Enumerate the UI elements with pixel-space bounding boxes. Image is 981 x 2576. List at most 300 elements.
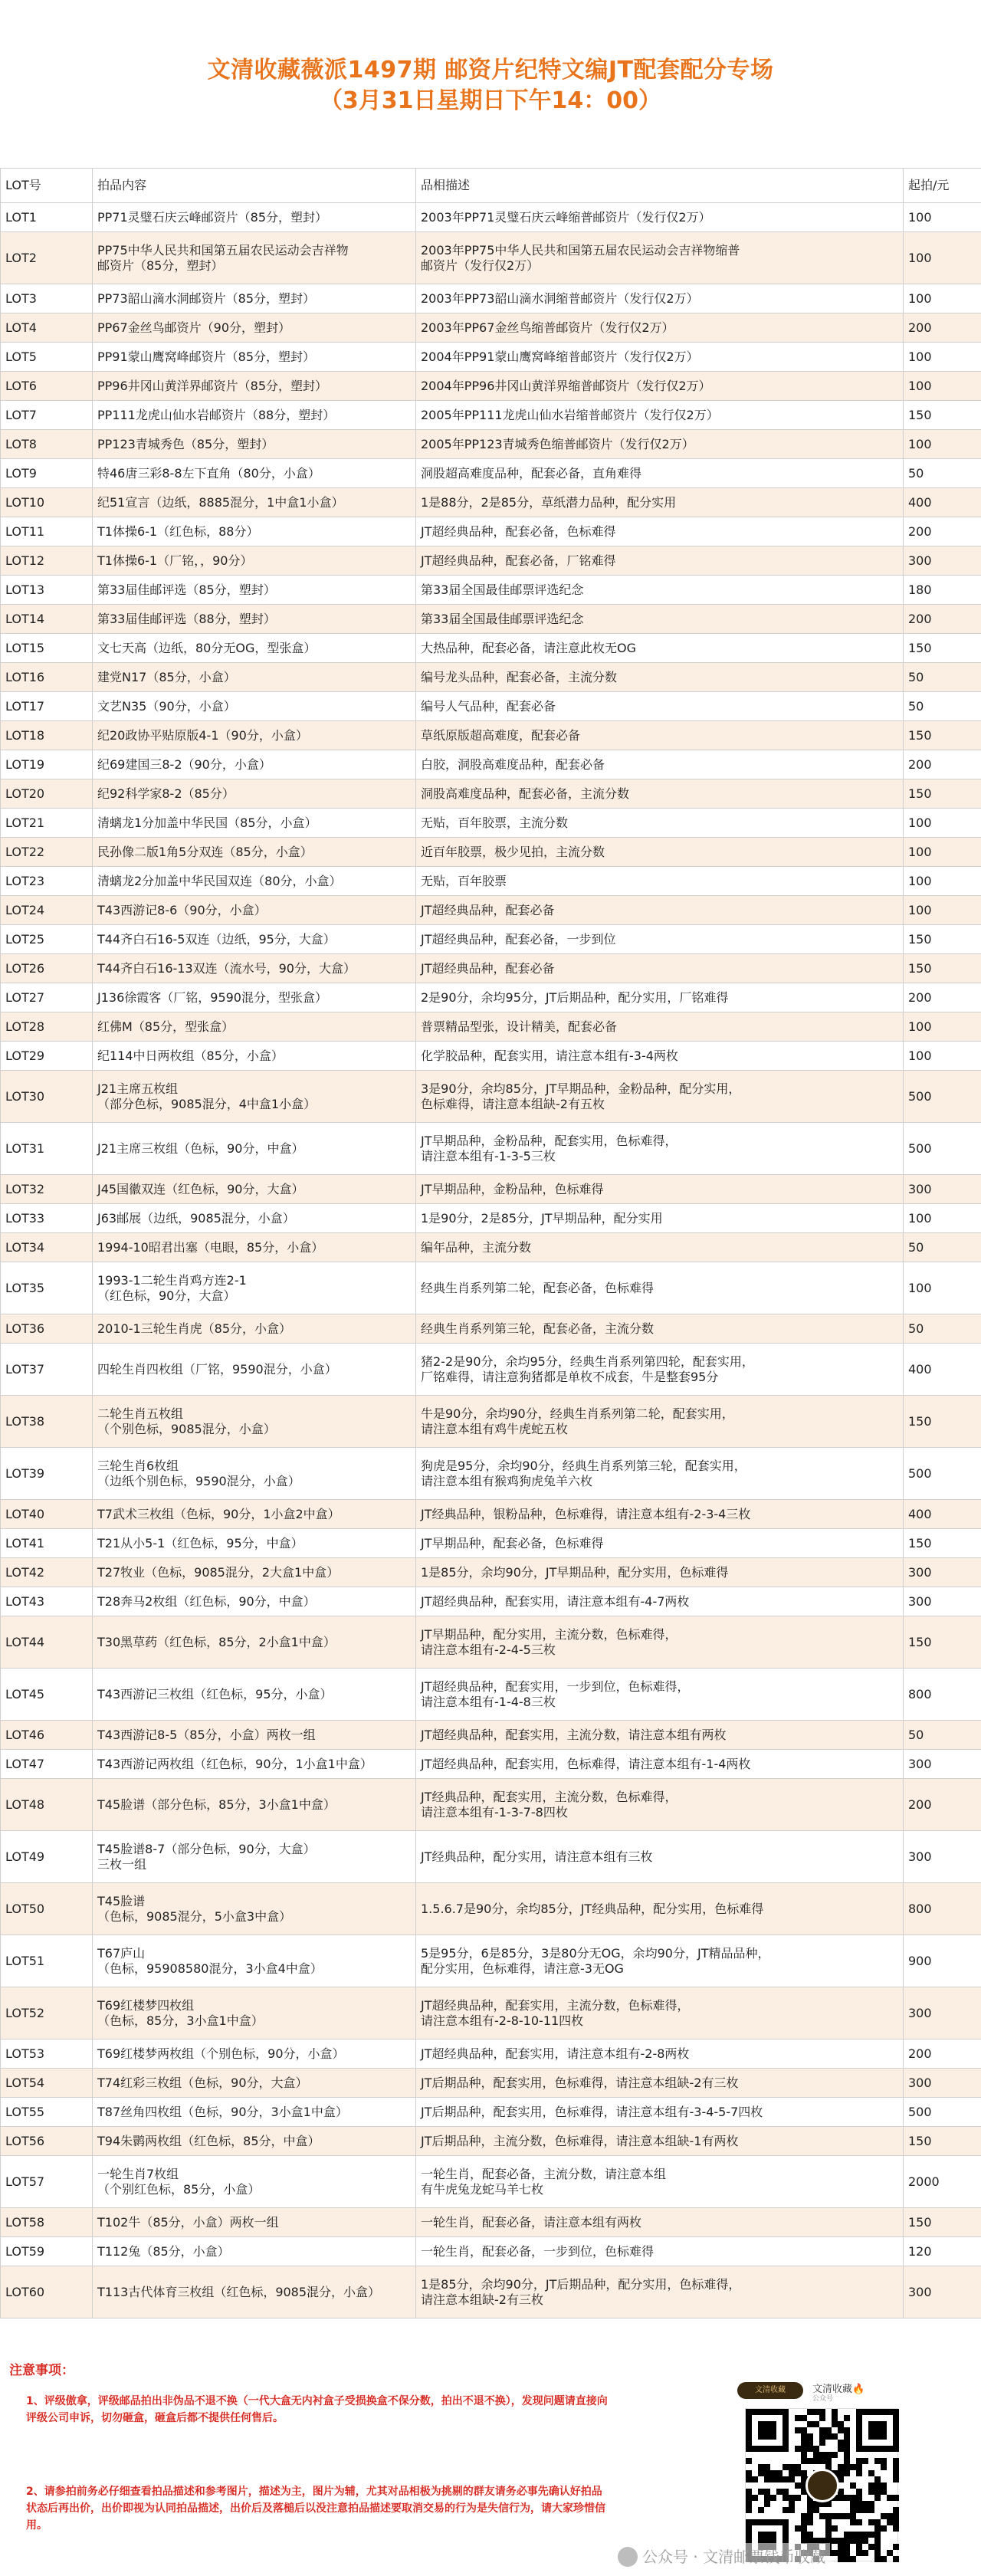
- condition-description: 牛是90分，余均90分，经典生肖系列第二轮，配套实用， 请注意本组有鸡牛虎蛇五枚: [416, 1396, 904, 1448]
- start-price: 150: [904, 954, 981, 983]
- start-price: 500: [904, 1071, 981, 1123]
- table-row: [1, 1558, 981, 1587]
- start-price: 150: [904, 401, 981, 430]
- page-header: [0, 0, 981, 159]
- lot-number: LOT32: [1, 1175, 93, 1204]
- table-row: [1, 925, 981, 954]
- column-header-start-price: 起拍/元: [904, 169, 981, 203]
- item-content: 纪20政协平贴原版4-1（90分，小盒）: [93, 721, 416, 750]
- lot-number: LOT28: [1, 1012, 93, 1042]
- item-content: T27牧业（色标，9085混分，2大盒1中盒）: [93, 1558, 416, 1587]
- lot-number: LOT46: [1, 1721, 93, 1750]
- lot-number: LOT58: [1, 2208, 93, 2237]
- item-content: J63邮展（边纸，9085混分，小盒）: [93, 1204, 416, 1233]
- table-row: [1, 1071, 981, 1123]
- start-price: 50: [904, 663, 981, 692]
- table-row: [1, 663, 981, 692]
- qr-center-logo: [805, 2469, 839, 2502]
- table-row: [1, 1344, 981, 1396]
- lot-number: LOT6: [1, 372, 93, 401]
- table-row: [1, 1204, 981, 1233]
- start-price: 100: [904, 430, 981, 459]
- lot-number: LOT7: [1, 401, 93, 430]
- lot-number: LOT20: [1, 779, 93, 809]
- table-row: [1, 1529, 981, 1558]
- start-price: 100: [904, 809, 981, 838]
- item-content: J136徐霞客（厂铭，9590混分，型张盒）: [93, 983, 416, 1012]
- table-row: [1, 459, 981, 488]
- start-price: 300: [904, 2069, 981, 2098]
- item-content: PP123青城秀色（85分，塑封）: [93, 430, 416, 459]
- lot-number: LOT41: [1, 1529, 93, 1558]
- table-row: [1, 1123, 981, 1175]
- item-content: T112兔（85分，小盒）: [93, 2237, 416, 2266]
- condition-description: 一轮生肖，配套必备，请注意本组有两枚: [416, 2208, 904, 2237]
- lot-number: LOT50: [1, 1883, 93, 1935]
- lot-table-body: [1, 203, 981, 2318]
- condition-description: 1是88分，2是85分，草纸潜力品种，配分实用: [416, 488, 904, 517]
- condition-description: 2003年PP75中华人民共和国第五届农民运动会吉祥物缩普 邮资片（发行仅2万）: [416, 232, 904, 284]
- table-row: [1, 1500, 981, 1529]
- table-row: [1, 867, 981, 896]
- note-item: 2、请参拍前务必仔细查看拍品描述和参考图片，描述为主，图片为辅，尤其对品相极为挑剔的群友请务必事先确认好拍品状态后再出价，出价即视为认同拍品描述，出价后及落槌后以没注意拍品描述要取消交易的行为是失信行为，请大家珍惜信用。: [26, 2486, 605, 2532]
- condition-description: 无贴，百年胶票: [416, 867, 904, 896]
- start-price: 120: [904, 2237, 981, 2266]
- condition-description: JT经典品种，配分实用，请注意本组有三枚: [416, 1831, 904, 1883]
- lot-number: LOT5: [1, 343, 93, 372]
- condition-description: 洞股超高难度品种，配套必备，直角难得: [416, 459, 904, 488]
- condition-description: 猪2-2是90分，余均95分，经典生肖系列第四轮，配套实用， 厂铭难得，请注意狗猪都是单枚不成套，牛是整套95分: [416, 1344, 904, 1396]
- item-content: 纪114中日两枚组（85分，小盒）: [93, 1042, 416, 1071]
- start-price: 200: [904, 605, 981, 634]
- start-price: 100: [904, 1262, 981, 1314]
- table-row: [1, 1669, 981, 1721]
- condition-description: 2003年PP71灵璧石庆云峰缩普邮资片（发行仅2万）: [416, 203, 904, 232]
- lot-number: LOT43: [1, 1587, 93, 1616]
- start-price: 200: [904, 2039, 981, 2069]
- condition-description: 近百年胶票，极少见拍，主流分数: [416, 838, 904, 867]
- start-price: 900: [904, 1935, 981, 1987]
- condition-description: 第33届全国最佳邮票评选纪念: [416, 605, 904, 634]
- lot-number: LOT24: [1, 896, 93, 925]
- start-price: 100: [904, 232, 981, 284]
- item-content: 三轮生肖6枚组 （边纸个别色标，9590混分，小盒）: [93, 1448, 416, 1500]
- lot-number: LOT33: [1, 1204, 93, 1233]
- start-price: 300: [904, 1987, 981, 2039]
- table-row: [1, 546, 981, 576]
- start-price: 100: [904, 1204, 981, 1233]
- condition-description: 经典生肖系列第三轮，配套必备，主流分数: [416, 1314, 904, 1344]
- start-price: 200: [904, 1779, 981, 1831]
- lot-number: LOT15: [1, 634, 93, 663]
- lot-number: LOT60: [1, 2266, 93, 2318]
- item-content: T44齐白石16-5双连（边纸，95分，大盒）: [93, 925, 416, 954]
- lot-number: LOT19: [1, 750, 93, 779]
- lot-number: LOT10: [1, 488, 93, 517]
- table-row: [1, 1987, 981, 2039]
- item-content: 清螭龙2分加盖中华民国双连（80分，小盒）: [93, 867, 416, 896]
- lot-number: LOT44: [1, 1616, 93, 1669]
- watermark: [613, 2543, 830, 2571]
- table-row: [1, 1012, 981, 1042]
- condition-description: JT后期品种，主流分数，色标难得，请注意本组缺-1有两枚: [416, 2127, 904, 2156]
- lot-table: [0, 168, 981, 2318]
- page-subtitle: （3月31日星期日下午14：00）: [319, 87, 662, 114]
- start-price: 100: [904, 343, 981, 372]
- table-row: [1, 2208, 981, 2237]
- lot-number: LOT31: [1, 1123, 93, 1175]
- lot-number: LOT59: [1, 2237, 93, 2266]
- table-row: [1, 1935, 981, 1987]
- condition-description: JT早期品种，金粉品种，配套实用，色标难得， 请注意本组有-1-3-5三枚: [416, 1123, 904, 1175]
- table-row: [1, 954, 981, 983]
- lot-number: LOT35: [1, 1262, 93, 1314]
- table-row: [1, 284, 981, 313]
- table-row: [1, 2098, 981, 2127]
- condition-description: 一轮生肖，配套必备，主流分数，请注意本组 有牛虎兔龙蛇马羊七枚: [416, 2156, 904, 2208]
- table-row: [1, 1233, 981, 1262]
- start-price: 300: [904, 1587, 981, 1616]
- start-price: 50: [904, 459, 981, 488]
- item-content: T30黑草药（红色标，85分，2小盒1中盒）: [93, 1616, 416, 1669]
- condition-description: 2003年PP67金丝鸟缩普邮资片（发行仅2万）: [416, 313, 904, 343]
- table-row: [1, 692, 981, 721]
- lot-number: LOT22: [1, 838, 93, 867]
- item-content: 第33届佳邮评选（85分，塑封）: [93, 576, 416, 605]
- table-row: [1, 232, 981, 284]
- condition-description: 2005年PP111龙虎山仙水岩缩普邮资片（发行仅2万）: [416, 401, 904, 430]
- condition-description: 编年品种，主流分数: [416, 1233, 904, 1262]
- table-row: [1, 809, 981, 838]
- table-row: [1, 983, 981, 1012]
- start-price: 50: [904, 1314, 981, 1344]
- lot-number: LOT17: [1, 692, 93, 721]
- item-content: PP75中华人民共和国第五届农民运动会吉祥物 邮资片（85分，塑封）: [93, 232, 416, 284]
- table-row: [1, 1262, 981, 1314]
- table-row: [1, 313, 981, 343]
- table-row: [1, 343, 981, 372]
- condition-description: JT超经典品种，配套实用，色标难得，请注意本组有-1-4两枚: [416, 1750, 904, 1779]
- start-price: 300: [904, 1175, 981, 1204]
- lot-number: LOT55: [1, 2098, 93, 2127]
- item-content: PP73韶山滴水洞邮资片（85分，塑封）: [93, 284, 416, 313]
- item-content: J45国徽双连（红色标，90分，大盒）: [93, 1175, 416, 1204]
- column-header-condition: 品相描述: [416, 169, 904, 203]
- condition-description: JT超经典品种，配套实用，请注意本组有-4-7两枚: [416, 1587, 904, 1616]
- table-row: [1, 1616, 981, 1669]
- start-price: 150: [904, 1396, 981, 1448]
- condition-description: JT早期品种，配套必备，色标难得: [416, 1529, 904, 1558]
- condition-description: 无贴，百年胶票，主流分数: [416, 809, 904, 838]
- lot-number: LOT51: [1, 1935, 93, 1987]
- lot-number: LOT48: [1, 1779, 93, 1831]
- item-content: 特46唐三彩8-8左下直角（80分，小盒）: [93, 459, 416, 488]
- start-price: 150: [904, 779, 981, 809]
- lot-number: LOT18: [1, 721, 93, 750]
- item-content: 红佛M（85分，型张盒）: [93, 1012, 416, 1042]
- table-row: [1, 2156, 981, 2208]
- item-content: J21主席五枚组 （部分色标，9085混分，4中盒1小盒）: [93, 1071, 416, 1123]
- table-header-row: [1, 169, 981, 203]
- start-price: 50: [904, 1721, 981, 1750]
- item-content: 一轮生肖7枚组 （个别红色标，85分，小盒）: [93, 2156, 416, 2208]
- item-content: T21从小5-1（红色标，95分，中盒）: [93, 1529, 416, 1558]
- item-content: PP71灵璧石庆云峰邮资片（85分，塑封）: [93, 203, 416, 232]
- condition-description: 1.5.6.7是90分，余均85分，JT经典品种，配分实用，色标难得: [416, 1883, 904, 1935]
- start-price: 800: [904, 1669, 981, 1721]
- lot-number: LOT13: [1, 576, 93, 605]
- item-content: 民孙像二版1角5分双连（85分，小盒）: [93, 838, 416, 867]
- lot-number: LOT21: [1, 809, 93, 838]
- table-row: [1, 1042, 981, 1071]
- item-content: 纪51宣言（边纸，8885混分，1中盒1小盒）: [93, 488, 416, 517]
- table-row: [1, 2039, 981, 2069]
- lot-number: LOT52: [1, 1987, 93, 2039]
- table-row: [1, 488, 981, 517]
- account-name: 文清收藏🔥: [812, 2384, 865, 2395]
- item-content: T69红楼梦四枚组 （色标，85分，3小盒1中盒）: [93, 1987, 416, 2039]
- table-row: [1, 1779, 981, 1831]
- lot-number: LOT26: [1, 954, 93, 983]
- brand-logo: 文清收藏: [737, 2382, 803, 2399]
- condition-description: JT超经典品种，配套实用，一步到位，色标难得， 请注意本组有-1-4-8三枚: [416, 1669, 904, 1721]
- page-title: 文清收藏薇派1497期 邮资片纪特文编JT配套配分专场: [207, 57, 774, 84]
- item-content: 清螭龙1分加盖中华民国（85分，小盒）: [93, 809, 416, 838]
- item-content: 文七天高（边纸，80分无OG，型张盒）: [93, 634, 416, 663]
- lot-number: LOT9: [1, 459, 93, 488]
- start-price: 100: [904, 896, 981, 925]
- item-content: T43西游记两枚组（红色标，90分，1小盒1中盒）: [93, 1750, 416, 1779]
- condition-description: JT后期品种，配套实用，色标难得，请注意本组缺-2有三枚: [416, 2069, 904, 2098]
- lot-number: LOT30: [1, 1071, 93, 1123]
- start-price: 200: [904, 750, 981, 779]
- item-content: T45脸谱8-7（部分色标，90分，大盒） 三枚一组: [93, 1831, 416, 1883]
- start-price: 800: [904, 1883, 981, 1935]
- table-row: [1, 2127, 981, 2156]
- item-content: 文艺N35（90分，小盒）: [93, 692, 416, 721]
- item-content: 纪92科学家8-2（85分）: [93, 779, 416, 809]
- item-content: T74红彩三枚组（色标，90分，大盒）: [93, 2069, 416, 2098]
- item-content: T44齐白石16-13双连（流水号，90分，大盒）: [93, 954, 416, 983]
- start-price: 300: [904, 1558, 981, 1587]
- item-content: T43西游记8-6（90分，小盒）: [93, 896, 416, 925]
- condition-description: 第33届全国最佳邮票评选纪念: [416, 576, 904, 605]
- start-price: 100: [904, 372, 981, 401]
- item-content: T28奔马2枚组（红色标，90分，中盒）: [93, 1587, 416, 1616]
- start-price: 500: [904, 1123, 981, 1175]
- lot-number: LOT36: [1, 1314, 93, 1344]
- condition-description: 草纸原版超高难度，配套必备: [416, 721, 904, 750]
- item-content: T43西游记三枚组（红色标，95分，小盒）: [93, 1669, 416, 1721]
- condition-description: 3是90分，余均85分，JT早期品种，金粉品种，配分实用， 色标难得，请注意本组缺-2有五枚: [416, 1071, 904, 1123]
- column-header-item: 拍品内容: [93, 169, 416, 203]
- condition-description: JT经典品种，银粉品种，色标难得，请注意本组有-2-3-4三枚: [416, 1500, 904, 1529]
- lot-number: LOT16: [1, 663, 93, 692]
- lot-number: LOT25: [1, 925, 93, 954]
- item-content: 四轮生肖四枚组（厂铭，9590混分，小盒）: [93, 1344, 416, 1396]
- item-content: J21主席三枚组（色标，90分，中盒）: [93, 1123, 416, 1175]
- start-price: 300: [904, 1750, 981, 1779]
- item-content: T102牛（85分，小盒）两枚一组: [93, 2208, 416, 2237]
- item-content: PP91蒙山鹰窝峰邮资片（85分，塑封）: [93, 343, 416, 372]
- item-content: 1993-1二轮生肖鸡方连2-1 （红色标，90分，大盒）: [93, 1262, 416, 1314]
- start-price: 300: [904, 2266, 981, 2318]
- table-row: [1, 2237, 981, 2266]
- lot-number: LOT45: [1, 1669, 93, 1721]
- start-price: 300: [904, 1831, 981, 1883]
- condition-description: 1是85分，余均90分，JT早期品种，配分实用，色标难得: [416, 1558, 904, 1587]
- account-type: 公众号: [812, 2395, 834, 2403]
- table-row: [1, 896, 981, 925]
- table-row: [1, 1448, 981, 1500]
- item-content: PP111龙虎山仙水岩邮资片（88分，塑封）: [93, 401, 416, 430]
- start-price: 100: [904, 867, 981, 896]
- lot-number: LOT27: [1, 983, 93, 1012]
- condition-description: 普票精品型张，设计精美，配套必备: [416, 1012, 904, 1042]
- item-content: PP96井冈山黄洋界邮资片（85分，塑封）: [93, 372, 416, 401]
- lot-number: LOT53: [1, 2039, 93, 2069]
- table-row: [1, 1587, 981, 1616]
- condition-description: JT超经典品种，配套必备，厂铭难得: [416, 546, 904, 576]
- lot-number: LOT54: [1, 2069, 93, 2098]
- condition-description: JT后期品种，配套实用，色标难得，请注意本组有-3-4-5-7四枚: [416, 2098, 904, 2127]
- table-row: [1, 430, 981, 459]
- condition-description: JT经典品种，配套实用，主流分数，色标难得， 请注意本组有-1-3-7-8四枚: [416, 1779, 904, 1831]
- column-header-lot: LOT号: [1, 169, 93, 203]
- lot-number: LOT4: [1, 313, 93, 343]
- condition-description: 编号人气品种，配套必备: [416, 692, 904, 721]
- lot-number: LOT23: [1, 867, 93, 896]
- condition-description: 2004年PP96井冈山黄洋界缩普邮资片（发行仅2万）: [416, 372, 904, 401]
- item-content: 建党N17（85分，小盒）: [93, 663, 416, 692]
- condition-description: 狗虎是95分，余均90分，经典生肖系列第三轮，配套实用， 请注意本组有猴鸡狗虎兔羊六枚: [416, 1448, 904, 1500]
- start-price: 100: [904, 1012, 981, 1042]
- table-row: [1, 576, 981, 605]
- table-row: [1, 1883, 981, 1935]
- table-row: [1, 779, 981, 809]
- condition-description: JT早期品种，配分实用，主流分数，色标难得， 请注意本组有-2-4-5三枚: [416, 1616, 904, 1669]
- table-row: [1, 372, 981, 401]
- start-price: 400: [904, 1500, 981, 1529]
- item-content: T69红楼梦两枚组（个别色标，90分，小盒）: [93, 2039, 416, 2069]
- item-content: T113古代体育三枚组（红色标，9085混分，小盒）: [93, 2266, 416, 2318]
- lot-number: LOT2: [1, 232, 93, 284]
- condition-description: JT超经典品种，配套必备: [416, 896, 904, 925]
- lot-number: LOT40: [1, 1500, 93, 1529]
- condition-description: 白胶，洞股高难度品种，配套必备: [416, 750, 904, 779]
- table-row: [1, 2266, 981, 2318]
- condition-description: 经典生肖系列第二轮，配套必备，色标难得: [416, 1262, 904, 1314]
- item-content: 2010-1三轮生肖虎（85分，小盒）: [93, 1314, 416, 1344]
- condition-description: JT早期品种，金粉品种，色标难得: [416, 1175, 904, 1204]
- item-content: T45脸谱 （色标，9085混分，5小盒3中盒）: [93, 1883, 416, 1935]
- condition-description: 编号龙头品种，配套必备，主流分数: [416, 663, 904, 692]
- condition-description: JT超经典品种，配套必备，一步到位: [416, 925, 904, 954]
- lot-number: LOT57: [1, 2156, 93, 2208]
- start-price: 400: [904, 1344, 981, 1396]
- condition-description: 5是95分，6是85分，3是80分无OG，余均90分，JT精品品种， 配分实用，色标难得，请注意-3无OG: [416, 1935, 904, 1987]
- start-price: 150: [904, 2208, 981, 2237]
- condition-description: JT超经典品种，配套实用，请注意本组有-2-8两枚: [416, 2039, 904, 2069]
- condition-description: 2是90分，余均95分，JT后期品种，配分实用，厂铭难得: [416, 983, 904, 1012]
- item-content: 纪69建国三8-2（90分，小盒）: [93, 750, 416, 779]
- table-row: [1, 1721, 981, 1750]
- item-content: 二轮生肖五枚组 （个别色标，9085混分，小盒）: [93, 1396, 416, 1448]
- watermark-text: 公众号 · 文清邮票钱币收藏: [642, 2548, 826, 2566]
- condition-description: 1是90分，2是85分，JT早期品种，配分实用: [416, 1204, 904, 1233]
- start-price: 100: [904, 838, 981, 867]
- lot-number: LOT3: [1, 284, 93, 313]
- condition-description: 2004年PP91蒙山鹰窝峰缩普邮资片（发行仅2万）: [416, 343, 904, 372]
- start-price: 200: [904, 313, 981, 343]
- table-row: [1, 634, 981, 663]
- condition-description: JT超经典品种，配套必备，色标难得: [416, 517, 904, 546]
- start-price: 2000: [904, 2156, 981, 2208]
- start-price: 200: [904, 983, 981, 1012]
- item-content: T87丝角四枚组（色标，90分，3小盒1中盒）: [93, 2098, 416, 2127]
- start-price: 200: [904, 517, 981, 546]
- item-content: T1体操6-1（厂铭，，90分）: [93, 546, 416, 576]
- table-row: [1, 2069, 981, 2098]
- item-content: T1体操6-1（红色标，88分）: [93, 517, 416, 546]
- start-price: 300: [904, 546, 981, 576]
- lot-number: LOT12: [1, 546, 93, 576]
- table-row: [1, 838, 981, 867]
- condition-description: 洞股高难度品种，配套必备，主流分数: [416, 779, 904, 809]
- item-content: T67庐山 （色标，95908580混分，3小盒4中盒）: [93, 1935, 416, 1987]
- table-row: [1, 1396, 981, 1448]
- start-price: 150: [904, 925, 981, 954]
- wechat-icon: [618, 2547, 638, 2567]
- item-content: T94朱鹮两枚组（红色标，85分，中盒）: [93, 2127, 416, 2156]
- start-price: 50: [904, 1233, 981, 1262]
- start-price: 100: [904, 284, 981, 313]
- item-content: T45脸谱（部分色标，85分，3小盒1中盒）: [93, 1779, 416, 1831]
- lot-number: LOT14: [1, 605, 93, 634]
- condition-description: 1是85分，余均90分，JT后期品种，配分实用，色标难得， 请注意本组缺-2有三枚: [416, 2266, 904, 2318]
- table-row: [1, 1314, 981, 1344]
- condition-description: 大热品种，配套必备，请注意此枚无OG: [416, 634, 904, 663]
- condition-description: 2003年PP73韶山滴水洞缩普邮资片（发行仅2万）: [416, 284, 904, 313]
- lot-number: LOT42: [1, 1558, 93, 1587]
- condition-description: 2005年PP123青城秀色缩普邮资片（发行仅2万）: [416, 430, 904, 459]
- start-price: 500: [904, 1448, 981, 1500]
- table-row: [1, 605, 981, 634]
- lot-number: LOT37: [1, 1344, 93, 1396]
- lot-number: LOT34: [1, 1233, 93, 1262]
- start-price: 50: [904, 692, 981, 721]
- table-row: [1, 1831, 981, 1883]
- start-price: 100: [904, 1042, 981, 1071]
- table-row: [1, 517, 981, 546]
- lot-number: LOT29: [1, 1042, 93, 1071]
- lot-number: LOT56: [1, 2127, 93, 2156]
- item-content: 1994-10昭君出塞（电眼，85分，小盒）: [93, 1233, 416, 1262]
- condition-description: JT超经典品种，配套必备: [416, 954, 904, 983]
- start-price: 400: [904, 488, 981, 517]
- start-price: 180: [904, 576, 981, 605]
- table-row: [1, 1175, 981, 1204]
- table-row: [1, 750, 981, 779]
- start-price: 150: [904, 1529, 981, 1558]
- start-price: 150: [904, 1616, 981, 1669]
- table-row: [1, 401, 981, 430]
- item-content: T43西游记8-5（85分，小盒）两枚一组: [93, 1721, 416, 1750]
- item-content: 第33届佳邮评选（88分，塑封）: [93, 605, 416, 634]
- condition-description: JT超经典品种，配套实用，主流分数，色标难得， 请注意本组有-2-8-10-11四枚: [416, 1987, 904, 2039]
- start-price: 500: [904, 2098, 981, 2127]
- condition-description: JT超经典品种，配套实用，主流分数，请注意本组有两枚: [416, 1721, 904, 1750]
